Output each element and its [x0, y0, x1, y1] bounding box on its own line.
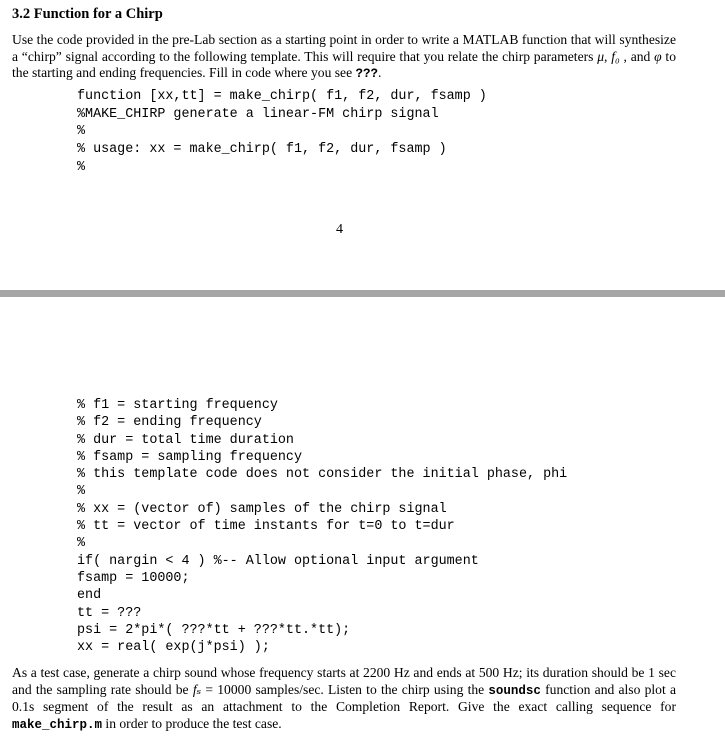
code-line: % dur = total time duration: [77, 432, 294, 448]
code-block-bottom: [77, 397, 567, 656]
page-top: [0, 0, 725, 290]
code-line: %: [77, 159, 86, 175]
code-line: % f1 = starting frequency: [77, 398, 278, 413]
f0-symbol: f₀: [611, 48, 620, 64]
code-line: if( nargin < 4 ) %-- Allow optional input argument: [77, 553, 479, 569]
code-line: tt = ???: [77, 605, 142, 621]
mu-symbol: μ: [597, 48, 605, 64]
filename-make-chirp: make_chirp.m: [12, 717, 103, 732]
code-line: psi = 2*pi*( ???*tt + ???*tt.*tt);: [77, 622, 351, 638]
code-line: % tt = vector of time instants for t=0 to t=dur: [77, 519, 455, 535]
placeholder-marker: ???: [355, 67, 379, 82]
code-line: %MAKE_CHIRP generate a linear-FM chirp signal: [77, 106, 439, 122]
fs-symbol: fₛ: [192, 681, 202, 697]
code-line: %: [77, 124, 86, 140]
code-line: % this template code does not consider the initial phase, phi: [77, 467, 568, 483]
code-line: % usage: xx = make_chirp( f1, f2, dur, fsamp ): [77, 142, 447, 158]
code-line: %: [77, 536, 86, 552]
test-text-1: As a test case, generate a chirp sound whose frequency starts at 2200 Hz and ends at 500 Hz; its duration should be 1 sec and the sampling rate should be: [12, 665, 676, 697]
test-case-paragraph: [12, 665, 676, 733]
code-line: function [xx,tt] = make_chirp( f1, f2, dur, fsamp ): [77, 89, 487, 104]
soundsc-function-name: soundsc: [488, 683, 541, 698]
intro-paragraph: [12, 32, 676, 83]
test-text-2: = 10000 samples/sec. Listen to the chirp using the: [201, 681, 489, 697]
test-text-3: function and also plot a 0.1s segment of the result as an attachment to the Completion Report. Give the exact calling sequence for: [12, 681, 676, 715]
code-line: % f2 = ending frequency: [77, 415, 262, 431]
section-heading: 3.2 Function for a Chirp: [12, 6, 163, 22]
intro-sep-1: ,: [604, 48, 612, 64]
page-number: 4: [336, 222, 343, 237]
code-line: %: [77, 484, 86, 500]
code-line: end: [77, 588, 102, 604]
code-line: xx = real( exp(j*psi) );: [77, 640, 270, 656]
intro-text-1: Use the code provided in the pre-Lab section as a starting point in order to write a MATLAB function that will synthesize a “chirp” signal according to the following template. This will require that you relate the chirp parameters: [12, 32, 676, 64]
code-line: fsamp = 10000;: [77, 570, 190, 586]
intro-end: .: [378, 65, 382, 81]
code-line: % xx = (vector of) samples of the chirp signal: [77, 501, 447, 517]
code-line: % fsamp = sampling frequency: [77, 449, 302, 465]
code-block-top: [77, 88, 487, 176]
test-text-4: in order to produce the test case.: [102, 715, 282, 731]
phi-symbol: φ: [654, 48, 662, 64]
page-separator: [0, 290, 725, 297]
intro-text-2: to the starting and ending frequencies. Fill in code where you see: [12, 48, 676, 81]
intro-sep-2: , and: [619, 48, 655, 64]
